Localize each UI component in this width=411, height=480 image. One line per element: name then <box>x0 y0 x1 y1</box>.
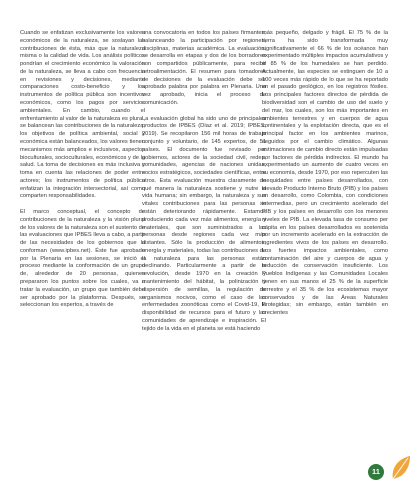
text-column-1 <box>20 30 145 310</box>
paragraph: una convocatoria en todos los países firmantes, balanceando la participación por regiones, disciplinas, materias académica. La evaluación, se desarrolla en etapas y dos de los borradores son compartidos públicamente, para recibir retroalimentación. El resumen para tomadores de decisiones de la evaluación debe ser aprobado palabra por palabra en Plenaria. Una vez aprobado, inicia el proceso de comunicación. <box>142 30 266 107</box>
paragraph: Cuando se enfatizan exclusivamente los valores económicos de la naturaleza, se soslayan las contribuciones de ésta, más que la naturaleza misma o la calidad de vida. Los análisis políticos pondrían el crecimiento económico la valoración de la naturaleza, se lleva a cabo con frecuencia en revisiones y decisiones, mediante comparaciones costo-beneficio y los instrumentos de política pública son incentivos económicos, como los pagos por servicios ambientales. En cambio, cuando el enfrentamiento al valor de la naturaleza es plural, se balancean las contribuciones de la naturaleza, los objetivos de política ambiental, social y económica están balanceados, los valores tienen mecanismos más amplios e inclusivos, aspectos bioculturales, socioculturales, económicos y de la salud. La toma de decisiones es más inclusiva y toma en cuenta las relaciones de poder entre actores; los instrumentos de política pública enfatizan la integración intersectorial, así como comparten responsabilidades. <box>20 30 145 200</box>
paragraph: más pequeño, delgado y frágil. El 75 % de la tierra ha sido transformada muy significativamente el 66 % de los océanos han experimentado múltiples impactos acumulativos y el 85 % de los humedales se han perdido. Actualmente, las especies se extinguen de 10 a 100 veces más rápido de lo que se ha reportado en el pasado geológico, en los registros fósiles. Los principales factores directos de pérdida de biodiversidad son el cambio de uso del suelo y del mar, los cuales, son los más importantes en ambientes terrestres y en cuerpos de agua continentales y la explotación directa, que es el principal factor en los ambientes marinos, seguidos por el cambio climático. Algunas estimaciones de cambio directo están impulsadas por factores de pérdida indirectos. El mundo ha experimentado un aumento de cuatro veces en su economía, desde 1970, por eso repercuten las inequidades entre países desarrollados, con elevado Producto Interno Bruto (PIB) y los países en desarrollo, como Colombia, con condiciones intermedias, pero un crecimiento acelerado del PIB y los países en desarrollo con los menores niveles de PIB. La elevada tasa de consumo per cápita en los países desarrollados es sostenida por un incremento acelerado en la extracción de ingredientes vivos de los países en desarrollo. Los fuertes impactos ambientales, como contaminación del aire y cuerpos de agua y reducción de conservación insuficiente. Los Pueblos Indígenas y las Comunidades Locales tienen en sus manos el 25 % de la superficie terrestre y el 35 % de los ecosistemas mayor conservados y de las Áreas Naturales Protegidas; sin embargo, están también en crecientes <box>262 30 388 317</box>
paragraph: El marco conceptual, el concepto de contribuciones de la naturaleza y la visión plural de los valores de la naturaleza son el sustento de las evaluaciones que IPBES lleva a cabo, a partir de las necesidades de los gobiernos que la conforman (www.ipbes.net). Éste fue aprobado por la Plenaria en las sesiones, se inició el proceso mediante la conformación de un grupo de, alrededor de 20 personas, quienes prepararon los puntos sobre los cuales, va a tratar la evaluación, un grupo que también debe ser aprobado por la plataforma. Después, se seleccionan los expertos, a través de <box>20 208 145 309</box>
orange-leaf-icon <box>389 455 411 480</box>
text-column-2 <box>142 30 266 333</box>
paragraph: La evaluación global ha sido uno de principales productos de IPBES (Díaz et al. 2019; IPBES, 2019). Se recopilaron 156 mil horas de trabajo conjunto y voluntario, de 145 expertos, de 51 países. El documento fue revisado por gobiernos, actores de la sociedad civil, redes, comunidades, agencias de naciones unidas, socios estratégicos, sociedades científicas, entre otros. Esta evaluación muestra claramente de qué manera la naturaleza sostiene y nutre la vida humana; sin embargo, la naturaleza y sus vitales contribuciones para las personas se están deteriorando rápidamente. Estamos produciendo cada vez más alimentos, energía y materiales, que son suministrados a las personas desde regiones cada vez más distantes. Sólo la producción de alimentos, energía y materiales, todas las contribuciones de la naturaleza para las personas están declinando. Particularmente a partir de la revolución, desde 1970 en la creación y mantenimiento del hábitat, la polinización y dispersión de semillas, la regulación de organismos nocivos, como el caso de las enfermedades zoonóticas como el Covid-19, la disponibilidad de recursos para el futuro y las comunidades de aprendizaje e inspiración. El tejido de la vida en el planeta se está haciendo <box>142 115 266 332</box>
page-number-badge: 11 <box>368 464 384 480</box>
text-column-3 <box>262 30 388 318</box>
